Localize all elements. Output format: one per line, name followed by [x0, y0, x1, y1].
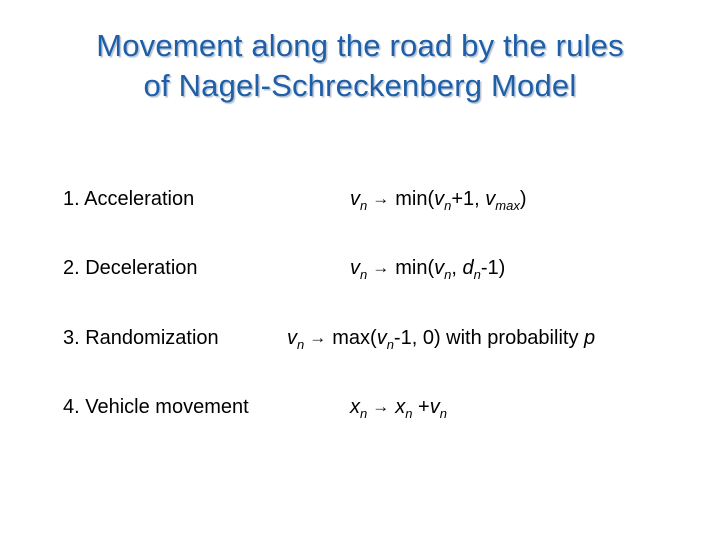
rule-4-arrow-icon: →	[372, 397, 390, 416]
rule-1-post: )	[519, 188, 527, 210]
rule-1-b-sub: max	[495, 198, 520, 213]
rule-3-a-sub: n	[386, 337, 394, 352]
rule-1-arrow-icon: →	[372, 189, 390, 208]
rule-2-a-var: v	[434, 257, 445, 279]
rule-2-b-var: d	[462, 257, 474, 279]
rule-1-formula	[350, 187, 527, 211]
rule-4-a-var: x	[395, 396, 406, 418]
rule-2-a-sub: n	[444, 267, 452, 282]
rule-1-lhs-var: v	[350, 188, 360, 210]
rule-3-a-var: v	[376, 327, 387, 349]
rule-3-lhs-var: v	[287, 327, 297, 349]
rule-3-a-rest: -1, 0) with probability	[393, 327, 584, 349]
rule-1-lhs-sub: n	[360, 198, 368, 213]
rule-3-b-var: p	[584, 327, 596, 349]
rule-2-formula	[350, 256, 505, 280]
rule-2-b-sub: n	[473, 267, 481, 282]
title-line-2: of Nagel-Schreckenberg Model	[143, 68, 577, 103]
rule-2-post: -1)	[480, 257, 506, 279]
rule-4-formula	[350, 395, 447, 419]
rule-4-b-sub: n	[439, 406, 447, 421]
rule-1-a-rest: +1,	[451, 188, 486, 210]
rule-3-label: 3. Randomization	[63, 327, 219, 349]
rule-1-pre: min(	[395, 188, 435, 210]
rule-2-a-rest: ,	[451, 257, 463, 279]
rule-4-a-sub: n	[405, 406, 413, 421]
rule-2-label: 2. Deceleration	[63, 257, 198, 279]
title-line-1: Movement along the road by the rules	[96, 28, 624, 63]
slide-title	[0, 26, 720, 106]
rule-4-lhs-var: x	[350, 396, 360, 418]
rule-1-b-var: v	[485, 188, 496, 210]
rule-2-pre: min(	[395, 257, 435, 279]
rule-4-lhs-sub: n	[360, 406, 368, 421]
rule-2-arrow-icon: →	[372, 258, 390, 277]
rule-2-lhs-sub: n	[360, 267, 368, 282]
rule-3-lhs-sub: n	[297, 337, 305, 352]
rule-4-label: 4. Vehicle movement	[63, 396, 249, 418]
rule-3-pre: max(	[332, 327, 377, 349]
rule-4-b-var: v	[429, 396, 440, 418]
rule-1-a-sub: n	[444, 198, 452, 213]
rule-1-a-var: v	[434, 188, 445, 210]
rule-3-formula	[287, 326, 595, 350]
rule-3-arrow-icon: →	[309, 328, 327, 347]
rule-4-a-rest: +	[412, 396, 430, 418]
rule-1-label: 1. Acceleration	[63, 188, 195, 210]
rule-2-lhs-var: v	[350, 257, 360, 279]
